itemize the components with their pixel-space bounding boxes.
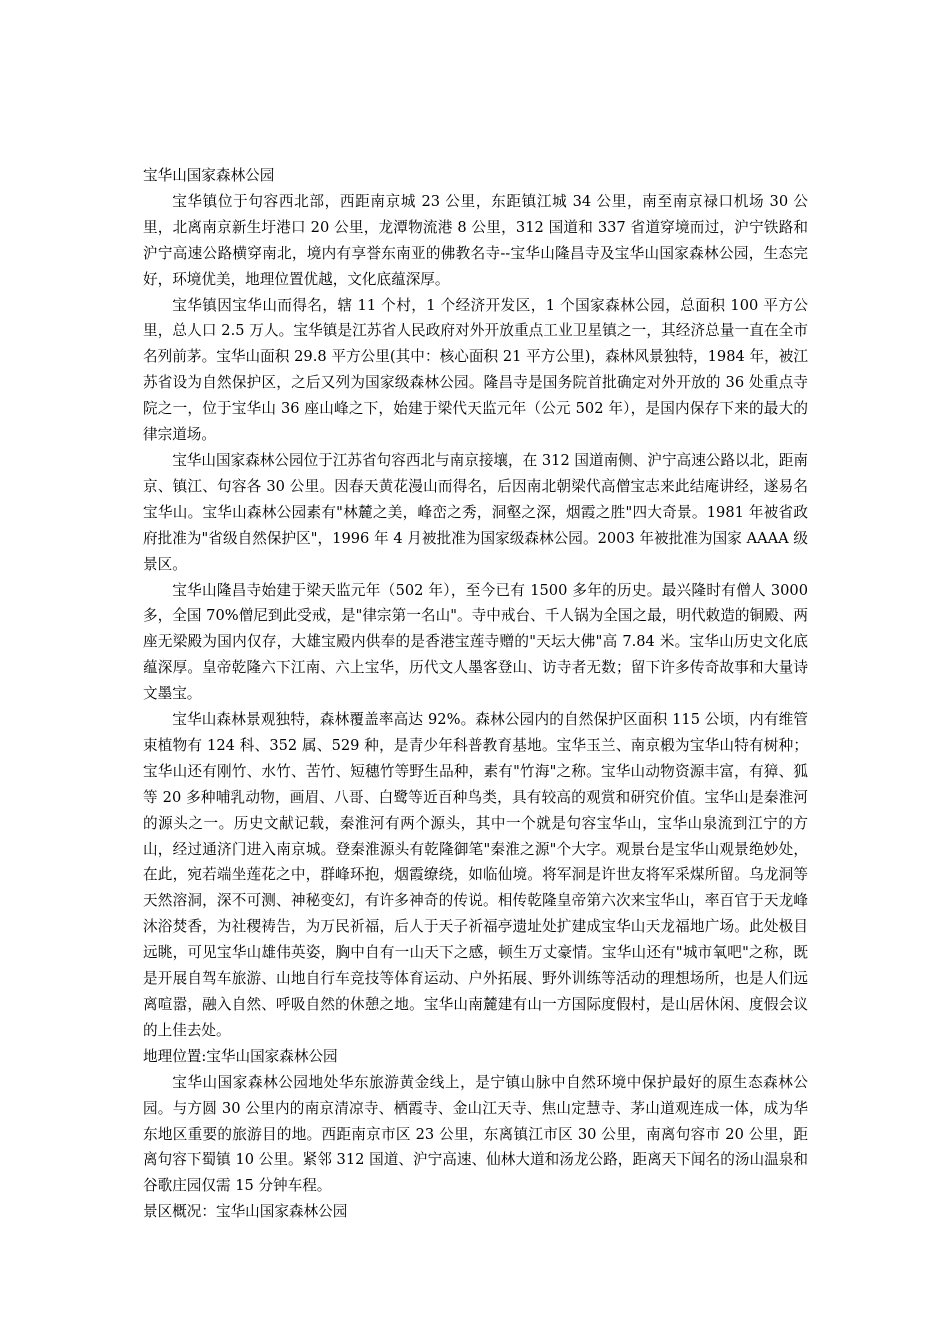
section-heading-overview: 景区概况：宝华山国家森林公园 <box>143 1203 348 1221</box>
document-page <box>143 163 808 1225</box>
paragraph-park: 宝华山国家森林公园位于江苏省句容西北与南京接壤，在 312 国道南侧、沪宁高速公路以北，距南京、镇江、句容各 30 公里。因春天黄花漫山而得名，后因南北朝梁代高僧宝志来此结庵讲经，遂易名宝华山。宝华山森林公园素有"林麓之美，峰峦之秀，洞壑之深，烟霞之胜"四大奇景。1981 年被省政府批准为"省级自然保护区"，1996 年 4 月被批准为国家级森林公园。2003 年被批准为国家 AAAA 级景区。 <box>143 451 808 573</box>
document-title: 宝华山国家森林公园 <box>143 167 275 184</box>
paragraph-landscape: 宝华山森林景观独特，森林覆盖率高达 92%。森林公园内的自然保护区面积 115 公顷，内有维管束植物有 124 科、352 属、529 种，是青少年科普教育基地。宝华玉兰、南京椴为宝华山特有树种；宝华山还有刚竹、水竹、苦竹、短穗竹等野生品种，素有"竹海"之称。宝华山动物资源丰富，有獐、狐等 20 多种哺乳动物，画眉、八哥、白鹭等近百种鸟类，具有较高的观赏和研究价值。宝华山是秦淮河的源头之一。历史文献记载，秦淮河有两个源头，其中一个就是句容宝华山，宝华山泉流到江宁的方山，经过通济门进入南京城。登秦淮源头有乾隆御笔"秦淮之源"个大字。观景台是宝华山观景绝妙处，在此，宛若端坐莲花之中，群峰环抱，烟霞缭绕，如临仙境。将军洞是许世友将军采煤所留。乌龙洞等天然溶洞，深不可测、神秘变幻，有许多神奇的传说。相传乾隆皇帝第六次来宝华山，率百官于天龙峰沐浴焚香，为社稷祷告，为万民祈福，后人于天子祈福亭遗址处扩建成宝华山天龙福地广场。此处极目远眺，可见宝华山雄伟英姿，胸中自有一山天下之感，顿生万丈豪情。宝华山还有"城市氧吧"之称，既是开展自驾车旅游、山地自行车竞技等体育运动、户外拓展、野外训练等活动的理想场所，也是人们远离喧嚣，融入自然、呼吸自然的休憩之地。宝华山南麓建有山一方国际度假村，是山居休闲、度假会议的上佳去处。 <box>143 711 808 1039</box>
section-heading-location: 地理位置:宝华山国家森林公园 <box>143 1047 338 1065</box>
paragraph-intro: 宝华镇位于句容西北部，西距南京城 23 公里，东距镇江城 34 公里，南至南京禄口机场 30 公里，北离南京新生圩港口 20 公里，龙潭物流港 8 公里，312 国道和 337 省道穿境而过，沪宁铁路和沪宁高速公路横穿南北，境内有享誉东南亚的佛教名寺--宝华山隆昌寺及宝华山国家森林公园，生态完好，环境优美，地理位置优越，文化底蕴深厚。 <box>143 192 808 288</box>
paragraph-location: 宝华山国家森林公园地处华东旅游黄金线上，是宁镇山脉中自然环境中保护最好的原生态森林公园。与方圆 30 公里内的南京清凉寺、栖霞寺、金山江天寺、焦山定慧寺、茅山道观连成一体，成为华东地区重要的旅游目的地。西距南京市区 23 公里，东离镇江市区 30 公里，南离句容市 20 公里，距离句容下蜀镇 10 公里。紧邻 312 国道、沪宁高速、仙林大道和汤龙公路，距离天下闻名的汤山温泉和谷歌庄园仅需 15 分钟车程。 <box>143 1073 808 1195</box>
paragraph-temple: 宝华山隆昌寺始建于梁天监元年（502 年），至今已有 1500 多年的历史。最兴隆时有僧人 3000 多，全国 70%僧尼到此受戒，是"律宗第一名山"。寺中戒台、千人锅为全国之最，明代敕造的铜殿、两座无梁殿为国内仅存，大雄宝殿内供奉的是香港宝莲寺赠的"天坛大佛"高 7.84 米。宝华山历史文化底蕴深厚。皇帝乾隆六下江南、六上宝华，历代文人墨客登山、访寺者无数；留下许多传奇故事和大量诗文墨宝。 <box>143 581 808 703</box>
paragraph-town: 宝华镇因宝华山而得名，辖 11 个村，1 个经济开发区，1 个国家森林公园，总面积 100 平方公里，总人口 2.5 万人。宝华镇是江苏省人民政府对外开放重点工业卫星镇之一，其经济总量一直在全市名列前茅。宝华山面积 29.8 平方公里(其中：核心面积 21 平方公里)，森林风景独特，1984 年，被江苏省设为自然保护区，之后又列为国家级森林公园。隆昌寺是国务院首批确定对外开放的 36 处重点寺院之一，位于宝华山 36 座山峰之下，始建于梁代天监元年（公元 502 年），是国内保存下来的最大的律宗道场。 <box>143 296 808 444</box>
